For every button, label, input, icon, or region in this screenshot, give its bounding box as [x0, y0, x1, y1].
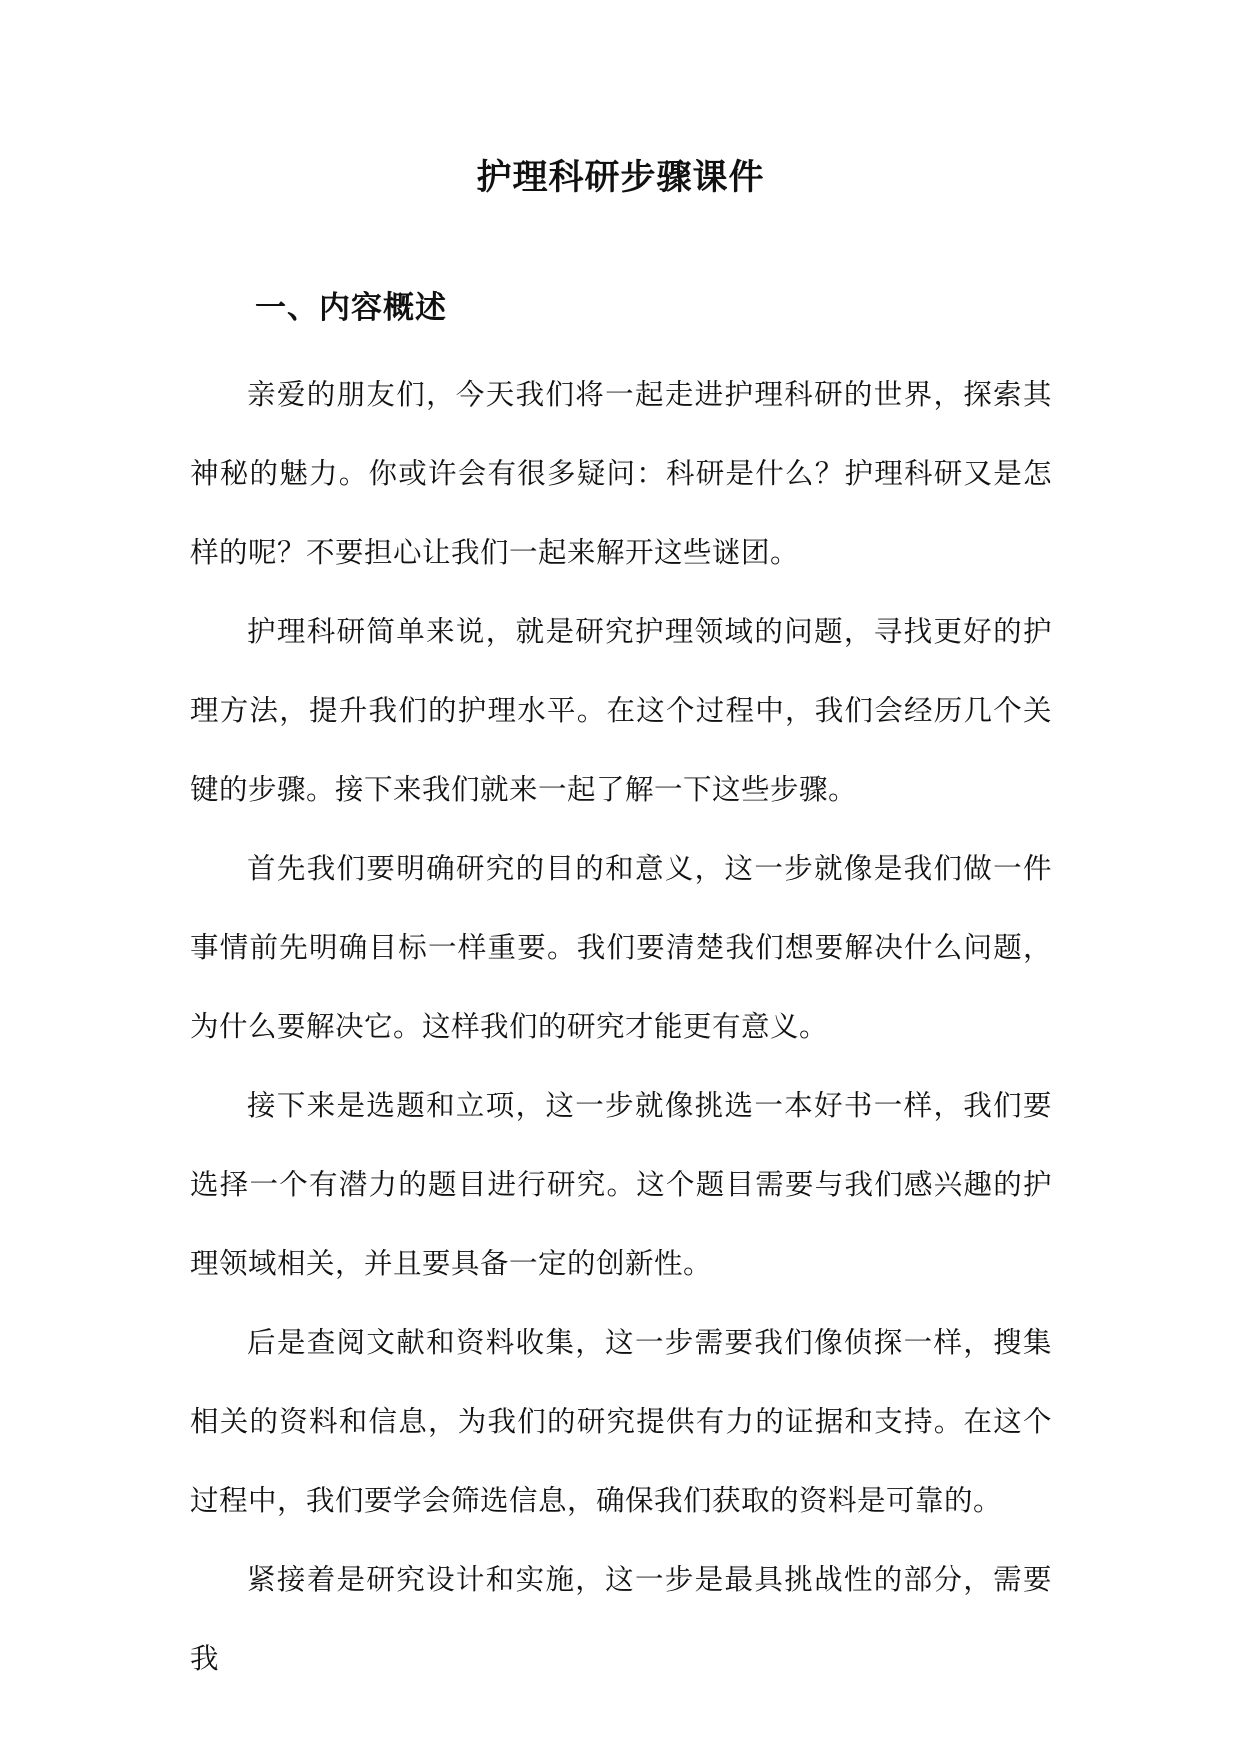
- body-text: [190, 355, 1052, 1698]
- paragraph-2: 护理科研简单来说，就是研究护理领域的问题，寻找更好的护理方法，提升我们的护理水平。在这个过程中，我们会经历几个关键的步骤。接下来我们就来一起了解一下这些步骤。: [190, 615, 1052, 806]
- paragraph-3: 首先我们要明确研究的目的和意义，这一步就像是我们做一件事情前先明确目标一样重要。我们要清楚我们想要解决什么问题，为什么要解决它。这样我们的研究才能更有意义。: [190, 852, 1052, 1043]
- document-title: 护理科研步骤课件: [476, 157, 765, 198]
- paragraph-6: 紧接着是研究设计和实施，这一步是最具挑战性的部分，需要我: [190, 1563, 1052, 1675]
- section-heading: 一、内容概述: [255, 290, 447, 326]
- paragraph-5: 后是查阅文献和资料收集，这一步需要我们像侦探一样，搜集相关的资料和信息，为我们的研究提供有力的证据和支持。在这个过程中，我们要学会筛选信息，确保我们获取的资料是可靠的。: [190, 1326, 1052, 1517]
- paragraph-4: 接下来是选题和立项，这一步就像挑选一本好书一样，我们要选择一个有潜力的题目进行研究。这个题目需要与我们感兴趣的护理领域相关，并且要具备一定的创新性。: [190, 1089, 1052, 1280]
- paragraph-1: 亲爱的朋友们，今天我们将一起走进护理科研的世界，探索其神秘的魅力。你或许会有很多疑问：科研是什么？护理科研又是怎样的呢？不要担心让我们一起来解开这些谜团。: [190, 378, 1052, 569]
